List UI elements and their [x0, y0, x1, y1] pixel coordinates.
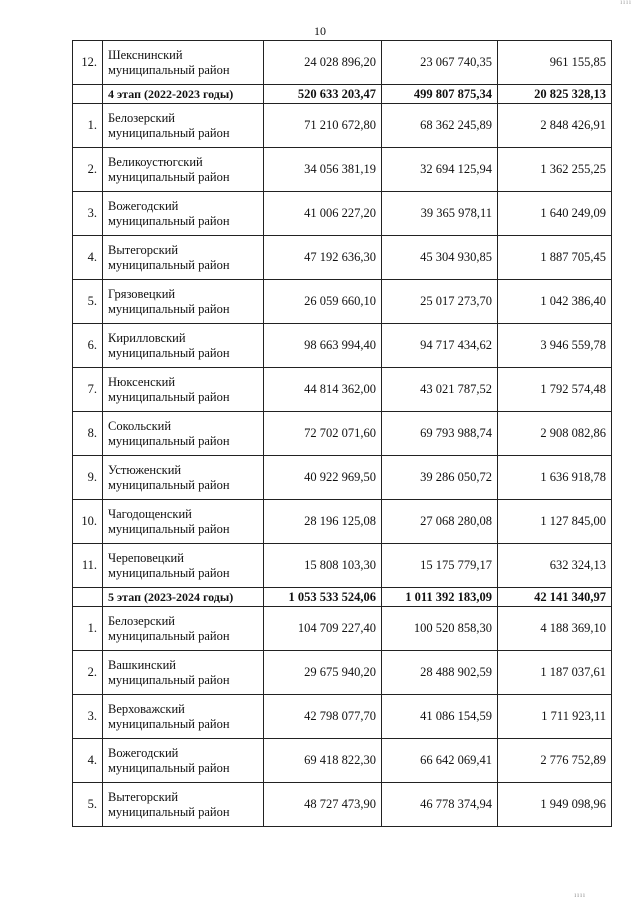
row-number-cell: 5. — [73, 280, 103, 324]
district-name: Верховажский — [108, 701, 185, 716]
total-amount-cell: 24 028 896,20 — [264, 41, 382, 85]
district-name: Белозерский — [108, 613, 175, 628]
district-row — [73, 412, 612, 456]
district-name: Белозерский — [108, 110, 175, 125]
local-amount-cell: 4 188 369,10 — [498, 607, 612, 651]
district-name-cell — [103, 607, 264, 651]
district-type: муниципальный район — [108, 301, 230, 316]
local-amount-cell: 1 711 923,11 — [498, 695, 612, 739]
local-amount-cell: 1 640 249,09 — [498, 192, 612, 236]
district-type: муниципальный район — [108, 716, 230, 731]
stage-label-cell: 5 этап (2023-2024 годы) — [103, 588, 264, 607]
district-name: Вашкинский — [108, 657, 176, 672]
district-type: муниципальный район — [108, 62, 230, 77]
regional-amount-cell: 39 286 050,72 — [382, 456, 498, 500]
district-name: Кирилловский — [108, 330, 186, 345]
district-name: Вожегодский — [108, 745, 179, 760]
district-row — [73, 148, 612, 192]
district-name: Грязовецкий — [108, 286, 176, 301]
total-amount-cell: 28 196 125,08 — [264, 500, 382, 544]
district-row — [73, 236, 612, 280]
local-amount-cell: 1 127 845,00 — [498, 500, 612, 544]
district-name-cell — [103, 695, 264, 739]
district-name: Вожегодский — [108, 198, 179, 213]
row-number-cell: 3. — [73, 192, 103, 236]
local-amount-cell: 2 908 082,86 — [498, 412, 612, 456]
row-number-cell — [73, 85, 103, 104]
row-number-cell — [73, 588, 103, 607]
local-amount-cell: 1 042 386,40 — [498, 280, 612, 324]
local-amount-cell: 2 848 426,91 — [498, 104, 612, 148]
total-amount-cell: 1 053 533 524,06 — [264, 588, 382, 607]
district-name-cell — [103, 236, 264, 280]
total-amount-cell: 104 709 227,40 — [264, 607, 382, 651]
district-name-cell — [103, 41, 264, 85]
row-number-cell: 2. — [73, 651, 103, 695]
total-amount-cell: 29 675 940,20 — [264, 651, 382, 695]
district-row — [73, 739, 612, 783]
total-amount-cell: 520 633 203,47 — [264, 85, 382, 104]
district-name: Чагодощенский — [108, 506, 192, 521]
row-number-cell: 12. — [73, 41, 103, 85]
district-row — [73, 544, 612, 588]
regional-amount-cell: 25 017 273,70 — [382, 280, 498, 324]
row-number-cell: 3. — [73, 695, 103, 739]
row-number-cell: 8. — [73, 412, 103, 456]
regional-amount-cell: 43 021 787,52 — [382, 368, 498, 412]
regional-amount-cell: 100 520 858,30 — [382, 607, 498, 651]
district-type: муниципальный район — [108, 345, 230, 360]
total-amount-cell: 48 727 473,90 — [264, 783, 382, 827]
local-amount-cell: 1 187 037,61 — [498, 651, 612, 695]
district-row — [73, 192, 612, 236]
regional-amount-cell: 68 362 245,89 — [382, 104, 498, 148]
regional-amount-cell: 28 488 902,59 — [382, 651, 498, 695]
district-name: Сокольский — [108, 418, 172, 433]
local-amount-cell: 42 141 340,97 — [498, 588, 612, 607]
district-name: Устюженский — [108, 462, 182, 477]
regional-amount-cell: 15 175 779,17 — [382, 544, 498, 588]
local-amount-cell: 1 792 574,48 — [498, 368, 612, 412]
regional-amount-cell: 46 778 374,94 — [382, 783, 498, 827]
total-amount-cell: 47 192 636,30 — [264, 236, 382, 280]
regional-amount-cell: 1 011 392 183,09 — [382, 588, 498, 607]
stage-label-cell: 4 этап (2022-2023 годы) — [103, 85, 264, 104]
total-amount-cell: 42 798 077,70 — [264, 695, 382, 739]
district-name-cell — [103, 368, 264, 412]
regional-amount-cell: 27 068 280,08 — [382, 500, 498, 544]
regional-amount-cell: 32 694 125,94 — [382, 148, 498, 192]
regional-amount-cell: 39 365 978,11 — [382, 192, 498, 236]
total-amount-cell: 40 922 969,50 — [264, 456, 382, 500]
local-amount-cell: 1 949 098,96 — [498, 783, 612, 827]
local-amount-cell: 1 887 705,45 — [498, 236, 612, 280]
row-number-cell: 5. — [73, 783, 103, 827]
row-number-cell: 10. — [73, 500, 103, 544]
district-row — [73, 280, 612, 324]
district-row — [73, 783, 612, 827]
district-type: муниципальный район — [108, 389, 230, 404]
district-name: Нюксенский — [108, 374, 176, 389]
district-type: муниципальный район — [108, 257, 230, 272]
district-name-cell — [103, 412, 264, 456]
total-amount-cell: 44 814 362,00 — [264, 368, 382, 412]
total-amount-cell: 71 210 672,80 — [264, 104, 382, 148]
local-amount-cell: 2 776 752,89 — [498, 739, 612, 783]
district-type: муниципальный район — [108, 477, 230, 492]
district-type: муниципальный район — [108, 169, 230, 184]
local-amount-cell: 1 362 255,25 — [498, 148, 612, 192]
district-row — [73, 104, 612, 148]
district-row — [73, 456, 612, 500]
district-name: Вытегорский — [108, 789, 179, 804]
district-row — [73, 324, 612, 368]
district-name-cell — [103, 500, 264, 544]
district-name-cell — [103, 280, 264, 324]
regional-amount-cell: 94 717 434,62 — [382, 324, 498, 368]
local-amount-cell: 3 946 559,78 — [498, 324, 612, 368]
row-number-cell: 1. — [73, 607, 103, 651]
row-number-cell: 6. — [73, 324, 103, 368]
total-amount-cell: 41 006 227,20 — [264, 192, 382, 236]
local-amount-cell: 961 155,85 — [498, 41, 612, 85]
row-number-cell: 1. — [73, 104, 103, 148]
regional-amount-cell: 69 793 988,74 — [382, 412, 498, 456]
district-name-cell — [103, 192, 264, 236]
district-name-cell — [103, 651, 264, 695]
district-name-cell — [103, 324, 264, 368]
district-row — [73, 41, 612, 85]
district-name-cell — [103, 456, 264, 500]
regional-amount-cell: 23 067 740,35 — [382, 41, 498, 85]
total-amount-cell: 34 056 381,19 — [264, 148, 382, 192]
district-name-cell — [103, 104, 264, 148]
total-amount-cell: 26 059 660,10 — [264, 280, 382, 324]
district-row — [73, 695, 612, 739]
regional-amount-cell: 499 807 875,34 — [382, 85, 498, 104]
total-amount-cell: 98 663 994,40 — [264, 324, 382, 368]
total-amount-cell: 72 702 071,60 — [264, 412, 382, 456]
regional-amount-cell: 41 086 154,59 — [382, 695, 498, 739]
scan-foot-mark: ıııı — [574, 891, 586, 899]
scan-corner-mark: ıııı — [620, 0, 632, 6]
budget-table-body — [73, 41, 612, 827]
district-row — [73, 500, 612, 544]
district-type: муниципальный район — [108, 213, 230, 228]
district-type: муниципальный район — [108, 760, 230, 775]
total-amount-cell: 69 418 822,30 — [264, 739, 382, 783]
total-amount-cell: 15 808 103,30 — [264, 544, 382, 588]
stage-subtotal-row — [73, 85, 612, 104]
district-name: Шекснинский — [108, 47, 183, 62]
regional-amount-cell: 45 304 930,85 — [382, 236, 498, 280]
row-number-cell: 9. — [73, 456, 103, 500]
stage-subtotal-row — [73, 588, 612, 607]
row-number-cell: 7. — [73, 368, 103, 412]
district-name-cell — [103, 783, 264, 827]
district-type: муниципальный район — [108, 125, 230, 140]
district-row — [73, 607, 612, 651]
district-row — [73, 651, 612, 695]
district-type: муниципальный район — [108, 628, 230, 643]
district-name-cell — [103, 739, 264, 783]
district-name: Вытегорский — [108, 242, 179, 257]
district-type: муниципальный район — [108, 804, 230, 819]
district-name-cell — [103, 148, 264, 192]
district-name: Череповецкий — [108, 550, 184, 565]
district-name: Великоустюгский — [108, 154, 203, 169]
local-amount-cell: 632 324,13 — [498, 544, 612, 588]
district-type: муниципальный район — [108, 672, 230, 687]
regional-amount-cell: 66 642 069,41 — [382, 739, 498, 783]
row-number-cell: 4. — [73, 236, 103, 280]
district-type: муниципальный район — [108, 433, 230, 448]
row-number-cell: 4. — [73, 739, 103, 783]
budget-table — [72, 40, 612, 827]
district-row — [73, 368, 612, 412]
district-name-cell — [103, 544, 264, 588]
row-number-cell: 2. — [73, 148, 103, 192]
local-amount-cell: 1 636 918,78 — [498, 456, 612, 500]
row-number-cell: 11. — [73, 544, 103, 588]
page-number: 10 — [314, 24, 326, 38]
district-type: муниципальный район — [108, 521, 230, 536]
local-amount-cell: 20 825 328,13 — [498, 85, 612, 104]
district-type: муниципальный район — [108, 565, 230, 580]
